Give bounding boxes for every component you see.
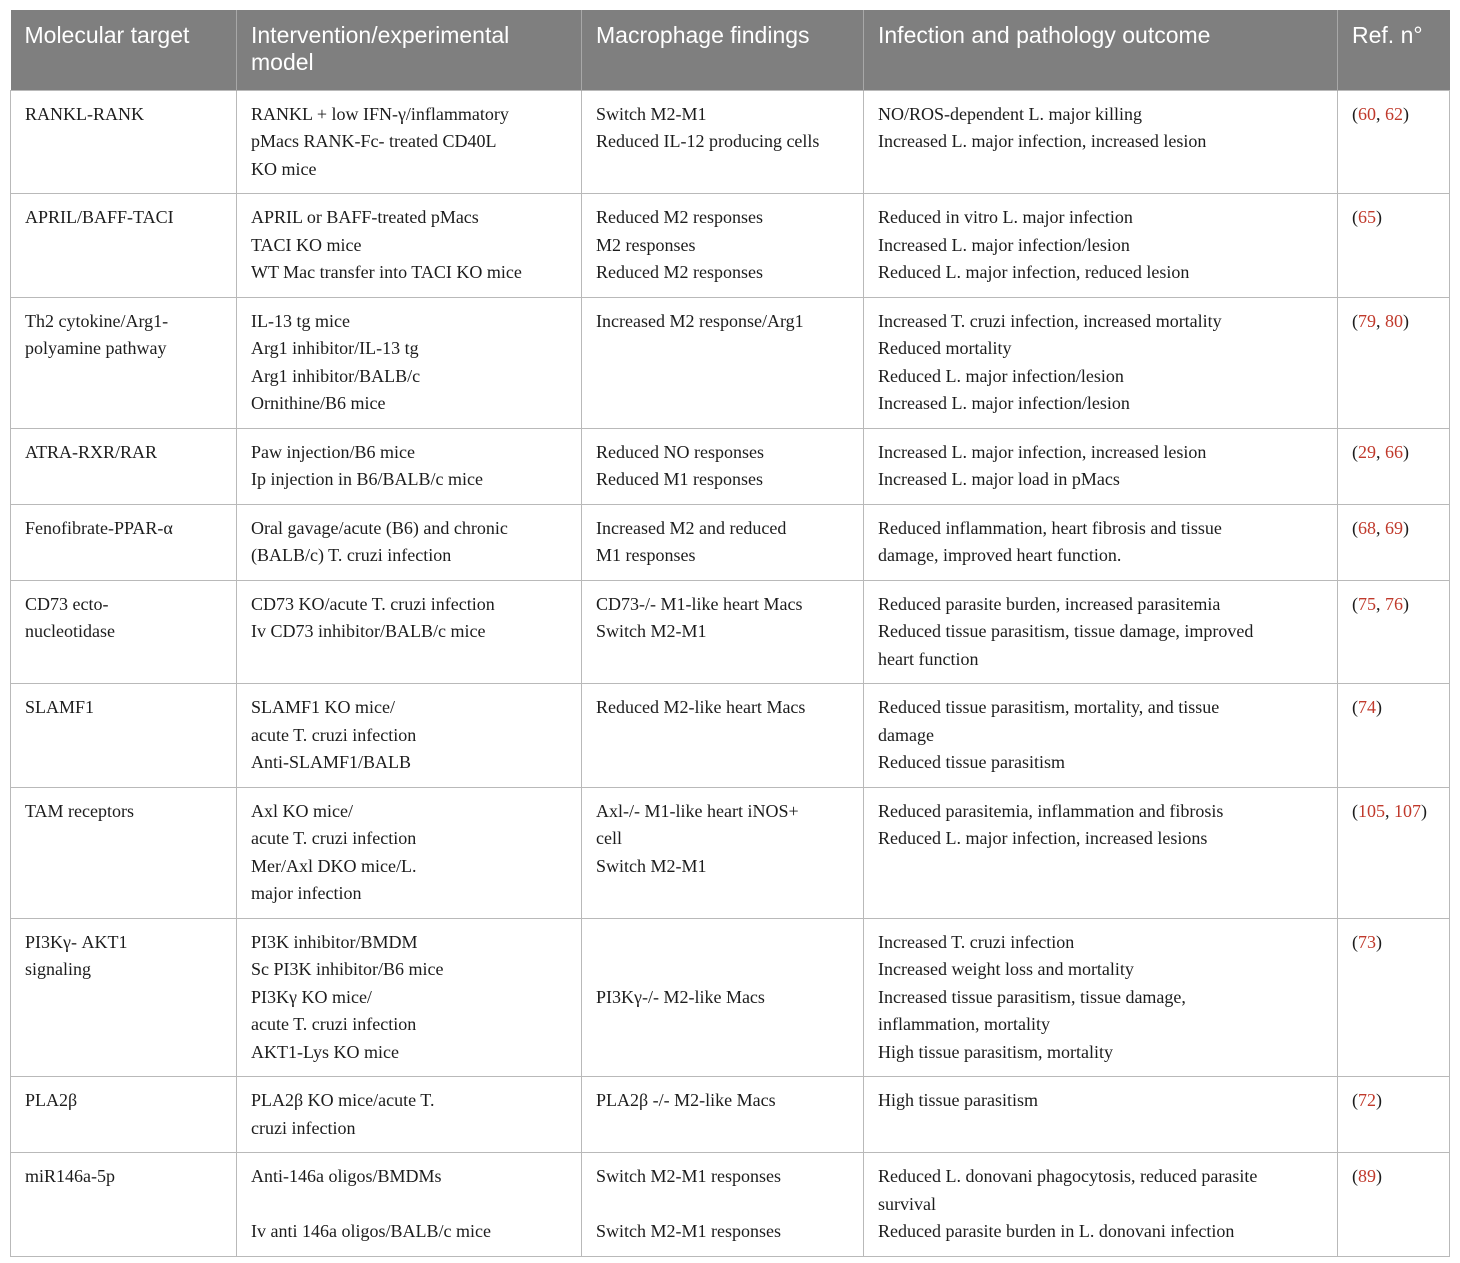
cell-line: Increased L. major infection, increased lesion (878, 441, 1207, 462)
cell-line: M2 responses (596, 234, 696, 255)
cell-line: SLAMF1 (25, 697, 95, 717)
cell-line: PLA2β (25, 1090, 78, 1110)
target-cell (11, 504, 237, 580)
ref-cell: (72) (1338, 1077, 1450, 1153)
cell-line: KO mice (251, 158, 317, 179)
outcome-cell (864, 297, 1338, 428)
cell-line: Reduced M2 responses (596, 262, 763, 282)
reference-link[interactable]: 65 (1358, 207, 1376, 227)
table-row (11, 1153, 1450, 1257)
outcome-cell (864, 194, 1338, 298)
macrophage-findings-cell (582, 1077, 864, 1153)
cell-line: Reduced tissue parasitism (878, 752, 1065, 772)
header-outcome: Infection and pathology outcome (864, 10, 1338, 90)
intervention-cell (237, 297, 582, 428)
cell-line: (BALB/c) T. cruzi infection (251, 545, 452, 565)
intervention-cell (237, 1077, 582, 1153)
cell-line: Reduced M2-like heart Macs (596, 697, 806, 717)
macrophage-findings-cell (582, 1153, 864, 1257)
cell-line: Anti-SLAMF1/BALB (251, 752, 412, 772)
ref-cell: (75, 76) (1338, 580, 1450, 684)
macrophage-findings-cell (582, 194, 864, 298)
cell-line: Iv anti 146a oligos/BALB/c mice (251, 1221, 491, 1241)
cell-line: Reduced L. major infection, reduced lesion (878, 262, 1190, 282)
cell-line: Reduced mortality (878, 338, 1012, 358)
target-cell (11, 580, 237, 684)
reference-link[interactable]: 62 (1385, 103, 1403, 124)
cell-line: CD73 ecto- (25, 593, 109, 614)
cell-line: PLA2β KO mice/acute T. (251, 1090, 435, 1110)
ref-cell: (73) (1338, 918, 1450, 1077)
cell-line: Reduced parasitemia, inflammation and fibrosis (878, 800, 1224, 821)
intervention-cell (237, 194, 582, 298)
table-body (11, 90, 1450, 1256)
cell-line: damage, improved heart function. (878, 545, 1122, 565)
cell-line: Reduced L. major infection, increased lesions (878, 828, 1208, 848)
cell-line: High tissue parasitism (878, 1090, 1038, 1110)
table-row (11, 90, 1450, 194)
cell-line: Axl-/- M1-like heart iNOS+ (596, 800, 799, 821)
cell-line: nucleotidase (25, 621, 115, 641)
cell-line: Reduced NO responses (596, 441, 764, 462)
cell-line: Reduced tissue parasitism, tissue damage, improved (878, 621, 1254, 641)
macrophage-findings-cell (582, 90, 864, 194)
cell-line: Increased L. major infection, increased lesion (878, 131, 1207, 151)
cell-line: Reduced parasite burden, increased parasitemia (878, 593, 1221, 614)
cell-line: Increased tissue parasitism, tissue damage, (878, 986, 1186, 1007)
ref-cell: (68, 69) (1338, 504, 1450, 580)
cell-line: Mer/Axl DKO mice/L. (251, 855, 417, 876)
cell-line: Iv CD73 inhibitor/BALB/c mice (251, 621, 486, 641)
cell-line: Axl KO mice/ (251, 800, 353, 821)
cell-line: PLA2β -/- M2-like Macs (596, 1090, 776, 1110)
macrophage-findings-cell (582, 787, 864, 918)
cell-line: RANKL-RANK (25, 103, 144, 124)
cell-line: damage (878, 724, 934, 745)
cell-line: WT Mac transfer into TACI KO mice (251, 262, 522, 282)
table-row (11, 194, 1450, 298)
cell-line: ATRA-RXR/RAR (25, 441, 158, 462)
table-row (11, 787, 1450, 918)
ref-cell: (60, 62) (1338, 90, 1450, 194)
intervention-cell (237, 1153, 582, 1257)
table-row (11, 504, 1450, 580)
table-row (11, 428, 1450, 504)
cell-line: cruzi infection (251, 1117, 356, 1138)
cell-line: Reduced M2 responses (596, 207, 763, 227)
cell-line: Reduced tissue parasitism, mortality, and tissue (878, 697, 1220, 717)
macrophage-findings-cell (582, 918, 864, 1077)
outcome-cell (864, 90, 1338, 194)
cell-line: Reduced inflammation, heart fibrosis and tissue (878, 517, 1222, 538)
cell-line: M1 responses (596, 545, 696, 565)
reference-link[interactable]: 89 (1358, 1166, 1376, 1186)
cell-line: Reduced L. major infection/lesion (878, 365, 1124, 386)
outcome-cell (864, 580, 1338, 684)
target-cell (11, 297, 237, 428)
cell-line (596, 956, 853, 984)
cell-line: Anti-146a oligos/BMDMs (251, 1166, 442, 1186)
intervention-cell (237, 684, 582, 788)
ref-cell: (29, 66) (1338, 428, 1450, 504)
cell-line: Increased T. cruzi infection, increased mortality (878, 310, 1222, 331)
cell-line: Fenofibrate-PPAR-α (25, 517, 173, 538)
cell-line: Switch M2-M1 responses (596, 1166, 781, 1186)
cell-line: PI3K inhibitor/BMDM (251, 931, 418, 952)
cell-line: Reduced L. donovani phagocytosis, reduced parasite (878, 1166, 1258, 1186)
reference-link[interactable]: 79 (1358, 310, 1376, 331)
reference-link[interactable]: 68 (1358, 517, 1376, 538)
macrophage-findings-cell (582, 684, 864, 788)
outcome-cell (864, 918, 1338, 1077)
cell-line: Switch M2-M1 (596, 103, 707, 124)
cell-line: NO/ROS-dependent L. major killing (878, 103, 1142, 124)
target-cell (11, 428, 237, 504)
reference-link[interactable]: 69 (1385, 517, 1403, 538)
cell-line: APRIL or BAFF-treated pMacs (251, 207, 479, 227)
reference-link[interactable]: 66 (1385, 441, 1403, 462)
table-row (11, 297, 1450, 428)
header-macrophage-findings: Macrophage findings (582, 10, 864, 90)
cell-line: acute T. cruzi infection (251, 828, 417, 848)
cell-line: survival (878, 1193, 936, 1214)
cell-line: acute T. cruzi infection (251, 724, 417, 745)
macrophage-findings-cell (582, 580, 864, 684)
macrophage-findings-cell (582, 428, 864, 504)
intervention-cell (237, 428, 582, 504)
header-row (11, 10, 1450, 90)
cell-line: Increased L. major infection/lesion (878, 234, 1130, 255)
cell-line: Switch M2-M1 (596, 621, 707, 641)
cell-line: PI3Kγ KO mice/ (251, 986, 372, 1007)
cell-line: heart function (878, 648, 979, 669)
cell-line: polyamine pathway (25, 338, 167, 358)
cell-line: CD73-/- M1-like heart Macs (596, 593, 803, 614)
outcome-cell (864, 504, 1338, 580)
cell-line: SLAMF1 KO mice/ (251, 697, 395, 717)
cell-line: AKT1-Lys KO mice (251, 1041, 399, 1062)
target-cell (11, 684, 237, 788)
intervention-cell (237, 918, 582, 1077)
table-row (11, 580, 1450, 684)
cell-line: CD73 KO/acute T. cruzi infection (251, 593, 495, 614)
cell-line (596, 929, 853, 957)
header-intervention: Intervention/experimental model (237, 10, 582, 90)
target-cell (11, 918, 237, 1077)
cell-line: Increased L. major load in pMacs (878, 469, 1120, 489)
target-cell (11, 1153, 237, 1257)
cell-line: acute T. cruzi infection (251, 1014, 417, 1034)
cell-line: major infection (251, 883, 362, 903)
cell-line (251, 1191, 571, 1219)
target-cell (11, 90, 237, 194)
cell-line: Increased L. major infection/lesion (878, 393, 1130, 413)
cell-line: TAM receptors (25, 800, 135, 821)
ref-cell: (79, 80) (1338, 297, 1450, 428)
cell-line: Arg1 inhibitor/BALB/c (251, 365, 421, 386)
cell-line: Th2 cytokine/Arg1- (25, 310, 169, 331)
reference-link[interactable]: 72 (1358, 1090, 1376, 1110)
cell-line: Increased T. cruzi infection (878, 931, 1075, 952)
cell-line: Arg1 inhibitor/IL-13 tg (251, 338, 419, 358)
cell-line: Oral gavage/acute (B6) and chronic (251, 517, 508, 538)
cell-line: PI3Kγ-/- M2-like Macs (596, 986, 765, 1007)
cell-line: Switch M2-M1 (596, 855, 707, 876)
ref-cell: (65) (1338, 194, 1450, 298)
header-ref: Ref. n° (1338, 10, 1450, 90)
cell-line: Switch M2-M1 responses (596, 1221, 781, 1241)
cell-line: Ip injection in B6/BALB/c mice (251, 469, 483, 489)
outcome-cell (864, 428, 1338, 504)
intervention-cell (237, 504, 582, 580)
cell-line: PI3Kγ- AKT1 (25, 931, 128, 952)
cell-line: miR146a-5p (25, 1166, 115, 1186)
cell-line: Ornithine/B6 mice (251, 393, 386, 413)
cell-line: Reduced M1 responses (596, 469, 763, 489)
cell-line: Increased M2 response/Arg1 (596, 310, 804, 331)
cell-line: Paw injection/B6 mice (251, 441, 415, 462)
outcome-cell (864, 1077, 1338, 1153)
outcome-cell (864, 1153, 1338, 1257)
macrophage-findings-cell (582, 297, 864, 428)
reference-link[interactable]: 60 (1358, 103, 1376, 124)
cell-line: Reduced parasite burden in L. donovani infection (878, 1221, 1235, 1241)
target-cell (11, 194, 237, 298)
table-row (11, 684, 1450, 788)
outcome-cell (864, 684, 1338, 788)
header-molecular-target: Molecular target (11, 10, 237, 90)
cell-line: Sc PI3K inhibitor/B6 mice (251, 959, 444, 979)
intervention-cell (237, 580, 582, 684)
ref-cell: (74) (1338, 684, 1450, 788)
cell-line: inflammation, mortality (878, 1014, 1050, 1034)
cell-line: Increased M2 and reduced (596, 517, 787, 538)
table-row (11, 918, 1450, 1077)
reference-link[interactable]: 76 (1385, 593, 1403, 614)
cell-line: High tissue parasitism, mortality (878, 1041, 1113, 1062)
cell-line: pMacs RANK-Fc- treated CD40L (251, 131, 497, 151)
reference-link[interactable]: 73 (1358, 931, 1376, 952)
intervention-cell (237, 787, 582, 918)
reference-link[interactable]: 75 (1358, 593, 1376, 614)
cell-line: Reduced IL-12 producing cells (596, 131, 820, 151)
macrophage-findings-cell (582, 504, 864, 580)
cell-line: IL-13 tg mice (251, 310, 350, 331)
cell-line: Increased weight loss and mortality (878, 959, 1134, 979)
reference-link[interactable]: 105 (1358, 800, 1385, 821)
reference-link[interactable]: 80 (1385, 310, 1403, 331)
reference-link[interactable]: 74 (1358, 697, 1376, 717)
outcome-cell (864, 787, 1338, 918)
target-cell (11, 1077, 237, 1153)
target-cell (11, 787, 237, 918)
ref-cell: (105, 107) (1338, 787, 1450, 918)
intervention-cell (237, 90, 582, 194)
cell-line: TACI KO mice (251, 234, 362, 255)
cell-line: cell (596, 828, 622, 848)
data-table (10, 10, 1450, 1257)
table-row (11, 1077, 1450, 1153)
cell-line: signaling (25, 959, 91, 979)
cell-line (596, 1191, 853, 1219)
ref-cell: (89) (1338, 1153, 1450, 1257)
cell-line: Reduced in vitro L. major infection (878, 207, 1133, 227)
reference-link[interactable]: 107 (1394, 800, 1421, 821)
reference-link[interactable]: 29 (1358, 441, 1376, 462)
cell-line: APRIL/BAFF-TACI (25, 207, 174, 227)
cell-line: RANKL + low IFN-γ/inflammatory (251, 103, 509, 124)
